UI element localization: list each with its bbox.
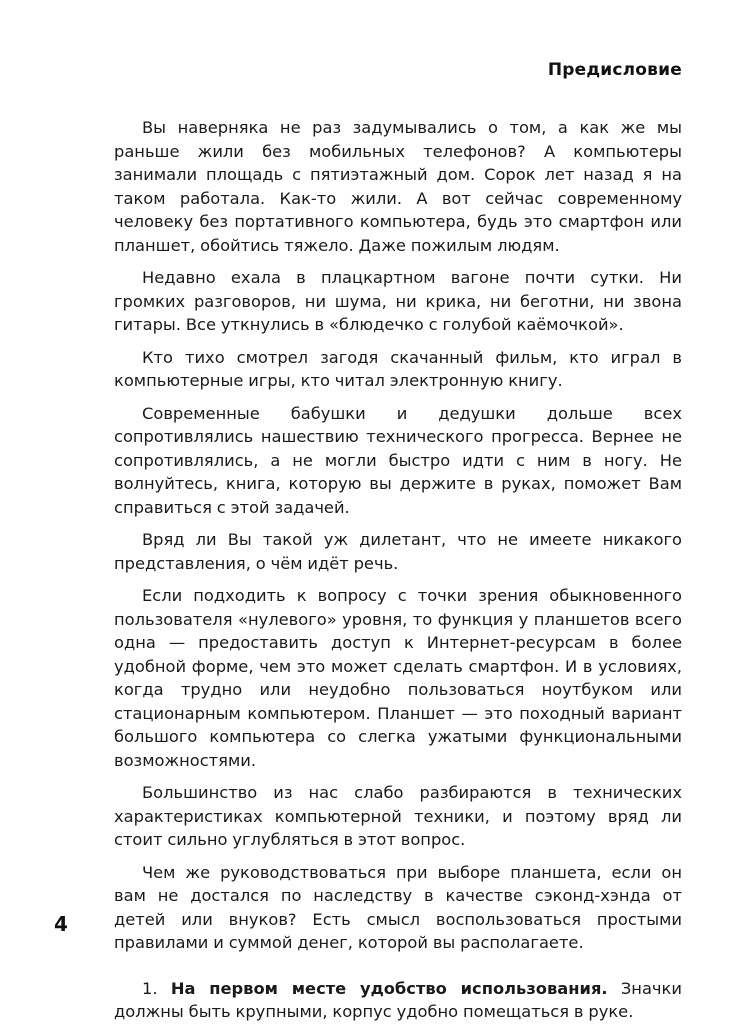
list-item-number: 1.: [142, 978, 158, 998]
paragraph: Недавно ехала в плацкартном вагоне почти сутки. Ни громких разговоров, ни шума, ни крика, ни беготни, ни звона гитары. Все уткнулись в «блюдечко с голубой каёмочкой».: [114, 268, 682, 334]
page-number: 4: [54, 912, 68, 936]
paragraph: Кто тихо смотрел загодя скачанный фильм, кто играл в компьютерные игры, кто читал электронную книгу.: [114, 347, 682, 390]
list-item: [114, 977, 682, 1024]
page-title: Предисловие: [547, 60, 682, 80]
paragraph: Если подходить к вопросу с точки зрения обыкновенного пользователя «нулевого» уровня, то функция у планшетов всего одна — предоставить доступ к Интернет-ресурсам в более удобной форме, чем это может сделать смартфон. И в условиях, когда трудно или неудобно пользоваться ноутбуком или стационарным компьютером. Планшет — это походный вариант большого компьютера со слегка ужатыми функциональными возможностями.: [114, 586, 682, 770]
list-item-text: Значки должны быть крупными, корпус удобно помещаться в руке.: [114, 978, 682, 1021]
list-item-bold-text: На первом месте удобство использования.: [170, 978, 608, 998]
paragraph: Современные бабушки и дедушки дольше всех сопротивлялись нашествию технического прогресса. Вернее не сопротивлялись, а не могли быстро идти с ним в ногу. Не волнуйтесь, книга, которую вы держите в руках, поможет Вам справиться с этой задачей.: [114, 403, 682, 517]
paragraph: Чем же руководствоваться при выборе планшета, если он вам не достался по наследству в качестве сэконд-хэнда от детей или внуков? Есть смысл воспользоваться простыми правилами и суммой денег, которой вы располагаете.: [114, 862, 682, 952]
paragraph: Большинство из нас слабо разбираются в технических характеристиках компьютерной техники, и поэтому вряд ли стоит сильно углубляться в этот вопрос.: [114, 783, 682, 849]
paragraph: Вы наверняка не раз задумывались о том, а как же мы раньше жили без мобильных телефонов? А компьютеры занимали площадь с пятиэтажный дом. Сорок лет назад я на таком работала. Как-то жили. А вот сейчас современному человеку без портативного компьютера, будь это смартфон или планшет, обойтись тяжело. Даже пожилым людям.: [114, 118, 682, 255]
paragraph: Вряд ли Вы такой уж дилетант, что не имеете никакого представления, о чём идёт речь.: [114, 530, 682, 573]
body-text: [114, 116, 682, 1033]
